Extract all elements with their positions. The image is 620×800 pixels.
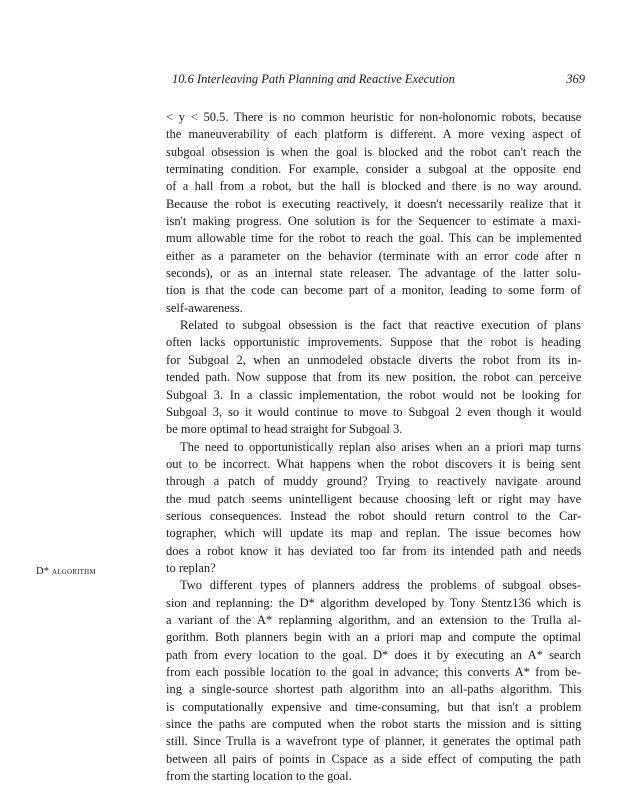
text-line: Related to subgoal obsession is the fact that reactive execution of plans — [180, 318, 581, 333]
text-line: Subgoal 3, so it would continue to move to Subgoal 2 even though it would — [166, 404, 582, 419]
text-line: the maneuverability of each platform is different. A more vexing aspect of — [166, 127, 581, 142]
paragraph — [166, 577, 581, 785]
text-line: tographer, which will update its map and replan. The issue becomes how — [166, 526, 581, 541]
text-line: still. Since Trulla is a wavefront type of planner, it generates the optimal path — [166, 734, 581, 749]
text-line: out to be incorrect. What happens when the robot discovers it is being sent — [166, 456, 581, 471]
paragraph — [166, 109, 581, 317]
text-line: a variant of the A* replanning algorithm, and an extension to the Trulla al- — [166, 612, 582, 627]
text-line: gorithm. Both planners begin with an a priori map and compute the optimal — [166, 630, 582, 645]
text-line: between all pairs of points in Cspace as a side effect of computing the path — [166, 751, 581, 766]
text-line: subgoal obsession is when the goal is blocked and the robot can't reach the — [166, 144, 582, 159]
text-line: The need to opportunistically replan also arises when an a priori map turns — [180, 439, 581, 454]
text-line: tion is that the code can become part of a monitor, leading to some form of — [166, 283, 581, 298]
body-text — [166, 109, 581, 785]
text-line: < y < 50.5. There is no common heuristic for non-holonomic robots, because — [166, 110, 582, 124]
text-line: Because the robot is executing reactively, it doesn't necessarily realize that it — [166, 196, 581, 211]
text-line: often lacks opportunistic improvements. Suppose that the robot is heading — [166, 335, 581, 350]
margin-term-d-star — [36, 566, 96, 577]
text-line: since the paths are computed when the robot starts the mission and is sitting — [166, 717, 582, 732]
paragraph — [166, 317, 581, 438]
paragraph — [166, 439, 581, 578]
text-line: for Subgoal 2, when an unmodeled obstacle diverts the robot from its in- — [166, 352, 582, 367]
text-line: either as a parameter on the behavior (terminate with an error code after n — [166, 248, 581, 263]
text-line: is computationally expensive and time-consuming, but that isn't a problem — [166, 699, 582, 714]
text-line: of a hall from a robot, but the hall is blocked and there is no way around. — [166, 179, 582, 194]
running-header — [172, 72, 585, 88]
text-line: from the starting location to the goal. — [166, 769, 352, 784]
text-line: tended path. Now suppose that from its new position, the robot can perceive — [166, 370, 582, 385]
text-line: Subgoal 3. In a classic implementation, the robot would not be looking for — [166, 387, 581, 402]
text-line: Two different types of planners address the problems of subgoal obses- — [180, 578, 581, 593]
text-line: serious consequences. Instead the robot should return control to the Car- — [166, 508, 581, 523]
text-line: terminating condition. For example, consider a subgoal at the opposite end — [166, 162, 581, 177]
section-title: 10.6 Interleaving Path Planning and Reactive Execution — [172, 72, 455, 86]
text-line: to replan? — [166, 560, 216, 575]
text-line: from each possible location to the goal in advance; this converts A* from be- — [166, 665, 581, 679]
text-line: does a robot know it has deviated too far from its intended path and needs — [166, 543, 582, 558]
text-line: seconds), or as an internal state releaser. The advantage of the latter solu- — [166, 266, 581, 281]
margin-term-label: D* algorithm — [36, 566, 96, 577]
text-line: isn't making progress. One solution is for the Sequencer to estimate a maxi- — [166, 214, 582, 229]
page-number: 369 — [566, 72, 585, 86]
text-line: self-awareness. — [166, 300, 243, 315]
text-line: path from every location to the goal. D* does it by executing an A* search — [166, 647, 581, 662]
text-line: sion and replanning: the D* algorithm developed by Tony Stentz136 which is — [166, 595, 581, 610]
text-line: ing a single-source shortest path algorithm into an all-paths algorithm. This — [166, 682, 582, 697]
text-line: through a patch of muddy ground? Trying to reactively navigate around — [166, 474, 581, 489]
text-line: the mud patch seems unintelligent because choosing left or right may have — [166, 491, 582, 506]
text-line: be more optimal to head straight for Subgoal 3. — [166, 422, 403, 437]
text-line: mum allowable time for the robot to reach the goal. This can be implemented — [166, 231, 582, 246]
